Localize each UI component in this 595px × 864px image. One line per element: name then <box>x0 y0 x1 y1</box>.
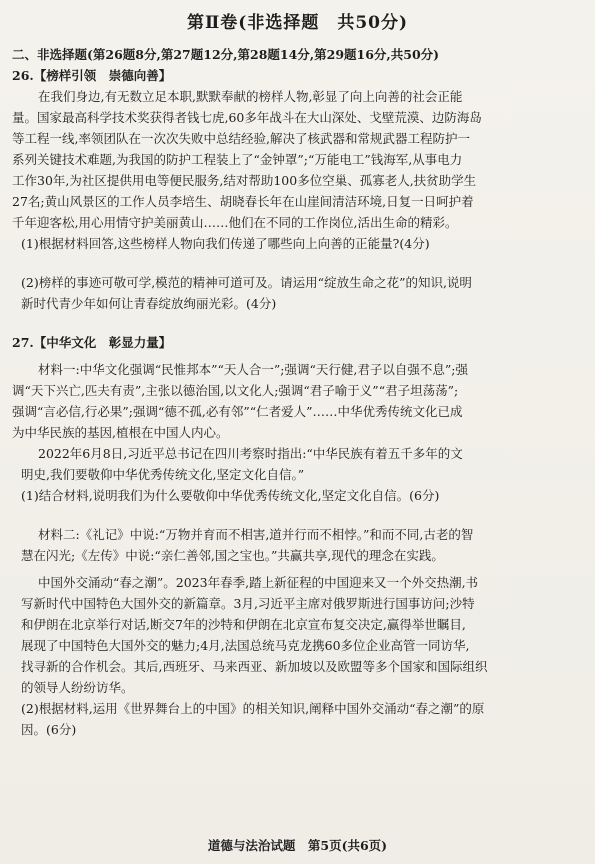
text-line: 材料二:《礼记》中说:“万物并育而不相害,道并行而不相悖。”和而不同,古老的智 <box>38 527 474 542</box>
page-footer: 道德与法治试题 第5页(共6页) <box>207 838 388 853</box>
text-line: (2)根据材料,运用《世界舞台上的中国》的相关知识,阐释中国外交涌动“春之潮”的原 <box>21 701 485 716</box>
section-heading: 二、非选择题(第26题8分,第27题12分,第28题14分,第29题16分,共50分) <box>12 47 440 62</box>
text-line: 2022年6月8日,习近平总书记在四川考察时指出:“中华民族有着五千多年的文 <box>38 446 463 461</box>
text-line: 写新时代中国特色大国外交的新篇章。3月,习近平主席对俄罗斯进行国事访问;沙特 <box>21 596 475 611</box>
text-line: 新时代青少年如何让青春绽放绚丽光彩。(4分) <box>21 296 277 311</box>
text-line: 千年迎客松,用心用情守护美丽黄山……他们在不同的工作岗位,活出生命的精彩。 <box>12 215 458 230</box>
text-line: 找寻新的合作机会。其后,西班牙、马来西亚、新加坡以及欧盟等多个国家和国际组织 <box>21 659 488 674</box>
text-line: 和伊朗在北京举行对话,断交7年的沙特和伊朗在北京宣布复交决定,赢得举世瞩目, <box>21 617 466 632</box>
text-line: (2)榜样的事迹可敬可学,模范的精神可道可及。请运用“绽放生命之花”的知识,说明 <box>21 275 472 290</box>
page-title: 第Ⅱ卷(非选择题 共50分) <box>186 13 409 33</box>
text-line: 等工程一线,率领团队在一次次失败中总结经验,解决了核武器和常规武器工程防护一 <box>12 131 470 146</box>
q26-question-2 <box>12 272 586 314</box>
text-line: 慧在闪光;《左传》中说:“亲仁善邻,国之宝也。”共赢共享,现代的理念在实践。 <box>21 548 444 563</box>
q26-heading: 26.【榜样引领 崇德向善】 <box>12 68 172 83</box>
text-line: 中国外交涌动“春之潮”。2023年春季,踏上新征程的中国迎来又一个外交热潮,书 <box>38 575 479 590</box>
text-line: 强调“言必信,行必果”;强调“德不孤,必有邻”“仁者爱人”……中华优秀传统文化已成 <box>12 404 463 419</box>
q26-material <box>12 86 586 233</box>
q27-quote <box>12 443 586 485</box>
text-line: 的领导人纷纷访华。 <box>21 680 134 695</box>
q27-heading: 27.【中华文化 彰显力量】 <box>12 335 172 350</box>
text-line: 在我们身边,有无数立足本职,默默奉献的榜样人物,彰显了向上向善的社会正能 <box>38 89 463 104</box>
page-content <box>12 44 586 740</box>
text-line: 材料一:中华文化强调“民惟邦本”“天人合一”;强调“天行健,君子以自强不息”;强 <box>38 362 468 377</box>
text-line: 系列关键技术难题,为我国的防护工程装上了“金钟罩”;“万能电工”钱海军,从事电力 <box>12 152 463 167</box>
text-line: 展现了中国特色大国外交的魅力;4月,法国总统马克龙携60多位企业高管一同访华, <box>21 638 470 653</box>
text-line: 27名;黄山风景区的工作人员李培生、胡晓春长年在山崖间清洁环境,日复一日呵护着 <box>12 194 474 209</box>
text-line: 为中华民族的基因,植根在中国人内心。 <box>12 425 229 440</box>
text-line: 量。国家最高科学技术奖获得者钱七虎,60多年战斗在大山深处、戈壁荒漠、边防海岛 <box>12 110 482 125</box>
text-line: 明史,我们要敬仰中华优秀传统文化,坚定文化自信。” <box>21 467 305 482</box>
text-line: 调“天下兴亡,匹夫有责”,主张以德治国,以文化人;强调“君子喻于义”“君子坦荡荡”; <box>12 383 459 398</box>
q27-material-2 <box>12 524 586 566</box>
q27-question-2 <box>12 698 586 740</box>
q26-question-1: (1)根据材料回答,这些榜样人物向我们传递了哪些向上向善的正能量?(4分) <box>21 236 430 251</box>
q27-question-1: (1)结合材料,说明我们为什么要敬仰中华优秀传统文化,坚定文化自信。(6分) <box>21 488 440 503</box>
q27-material-2b <box>12 572 586 698</box>
text-line: 因。(6分) <box>21 722 77 737</box>
q27-material-1 <box>12 359 586 443</box>
text-line: 工作30年,为社区提供用电等便民服务,结对帮助100多位空巢、孤寡老人,扶贫助学生 <box>12 173 477 188</box>
